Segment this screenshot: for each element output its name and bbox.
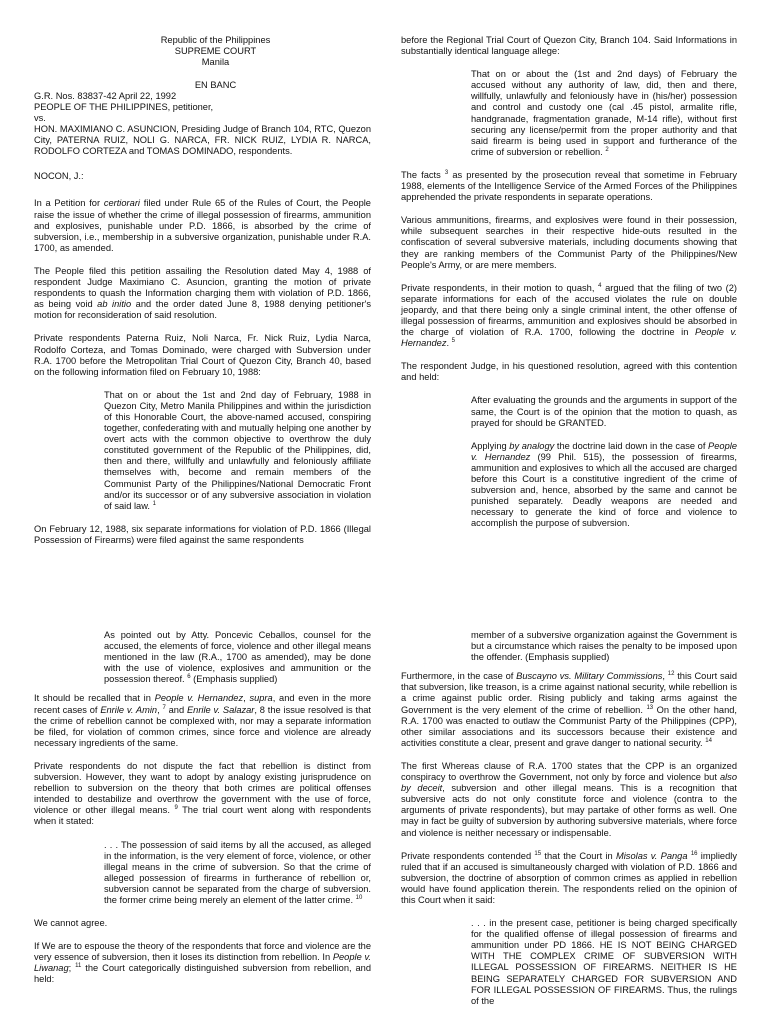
case-respondents: HON. MAXIMIANO C. ASUNCION, Presiding Judge of Branch 104, RTC, Quezon City, PATERNA RUIZ, NOLI G. NARCA, FR. NICK RUIZ, LYDIA R. NARCA, RODOLFO CORTEZA and TOMAS DOMINADO, respondents. — [34, 124, 371, 157]
paragraph: We cannot agree. — [34, 918, 108, 929]
footnote-ref: 3 — [444, 169, 449, 176]
case-petitioner: PEOPLE OF THE PHILIPPINES, petitioner, — [34, 101, 214, 112]
page-2 — [0, 618, 768, 1024]
header-city: Manila — [201, 57, 230, 68]
block-quote: That on or about the 1st and 2nd day of February, 1988 in Quezon City, Metro Manila Philippines and within the jurisdiction of this Honorable Court, the above-named accused, conspiring together, confederating with and mutually helping one another by overt acts with the common objective to overthrow the duly constituted government of the Republic of the Philippines, did, then and there, willfully and unlawfully and feloniously affiliate themselves with, become and remain members of the Communist Party of the Philippines/National Democratic Front and/or its successor or of any subversive association in violation of said law. $^1$ — [104, 389, 371, 511]
case-caption — [34, 91, 371, 158]
paragraph: Private respondents Paterna Ruiz, Noli Narca, Fr. Nick Ruiz, Lydia Narca, Rodolfo Corteza, and Tomas Dominado, were charged with Subversion under R.A. 1700 before the Metropolitan Trial Court of Quezon City, Branch 40, based on the following information filed on February 10, 1988: — [34, 333, 371, 377]
block-quote: member of a subversive organization against the Government is but a circumstance which raises the penalty to be imposed upon the offender. (Emphasis supplied) — [471, 630, 737, 663]
paragraph: It should be recalled that in People v. Hernandez, supra, and even in the more recent cases of Enrile v. Amin, $^7$ and Enrile v. Salazar, 8 the issue resolved is that the crime of rebellion cannot be complexed with, nor may a separate information be filed, for violation of common crimes, since force and violence are already necessary ingredients of the same. — [34, 693, 372, 748]
paragraph: The first Whereas clause of R.A. 1700 states that the CPP is an organized conspiracy to overthrow the Government, not only by force and violence but also by deceit, subversion and other illegal means. This is a recognition that subversive acts do not only constitute force and violence (contra to the arguments of private respondents), but may partake of other forms as well. One may in fact be guilty of subversion by authoring subversive materials, where force and violence is neither necessary or indispensable. — [401, 760, 737, 838]
paragraph: If We are to espouse the theory of the respondents that force and violence are the very essence of subversion, then it loses its distinction from rebellion. In People v. Liwanag; $^{11}$ the Court categorically distinguished subversion from rebellion, and held: — [34, 941, 372, 985]
footnote-ref: 15 — [534, 850, 542, 857]
court-header — [60, 35, 371, 91]
footnote-ref: 12 — [667, 671, 675, 678]
header-republic: Republic of the Philippines — [160, 35, 271, 45]
paragraph: In a Petition for certiorari filed under Rule 65 of the Rules of Court, the People raise the issue of whether the crime of illegal possession of firearms, ammunition and explosives, punishable under P.D. 1866, is absorbed by the crime of subversion, i.e., membership in a subversive organization, punishable under R.A. 1700, as amended. — [34, 198, 371, 253]
paragraph: The respondent Judge, in his questioned resolution, agreed with this contention and held: — [401, 361, 737, 383]
paragraph: Furthermore, in the case of Buscayno vs. Military Commissions, $^{12}$ this Court said that subversion, like treason, is a crime against national security, while rebellion is a crime against public order. Rising publicly and taking arms against the Government is the very element of the crime of rebellion. $^{13}$ On the other hand, R.A. 1700 was enacted to outlaw the Communist Party of the Philippines (CPP), other similar associations and its successors because their existence and activities constitute a clear, present and grave danger to national security. $^{14}$ — [401, 671, 738, 748]
paragraph: Private respondents contended $^{15}$ that the Court in Misolas v. Panga $^{16}$ impliedly ruled that if an accused is simultaneously charged with violation of P.D. 1866 and subversion, the doctrine of absorption of common crimes as applied in rebellion would have found application therein. The respondents relied on the opinion of this Court when it said: — [401, 850, 737, 905]
opinion-author: NOCON, J.: — [34, 171, 84, 182]
footnote-ref: 10 — [355, 894, 363, 901]
paragraph: Private respondents do not dispute the fact that rebellion is distinct from subversion. However, they want to adopt by analogy existing jurisprudence on rebellion to subversion on the theory that both crimes are political offenses intended to destabilize and overthrow the government with the use of force, violence or other illegal means. $^9$ The trial court went along with respondents when it stated: — [34, 760, 371, 827]
footnote-ref: 16 — [690, 850, 698, 857]
block-quote: Applying by analogy the doctrine laid down in the case of People v. Hernandez (99 Phil. 515), the possession of firearms, ammunition and explosives to which all the accused are charged before this Court is a constitutive ingredient of the crime of subversion and, hence, absorbed by the same and cannot be punished separately. Deadly weapons are needed and necessary to generate the kind of force and violence to accomplish the purpose of subversion. — [471, 440, 737, 529]
paragraph: before the Regional Trial Court of Quezon City, Branch 104. Said Informations in substantially identical language allege: — [401, 35, 737, 57]
page-2-right-column — [401, 630, 737, 1019]
paragraph: Various ammunitions, firearms, and explosives were found in their possession, while subsequent searches in their respective hide-outs resulted in the confiscation of several subversive materials, including documents showing that they are ranking members of the Communist Party of the Philippines/New People's Army, or are mere members. — [401, 215, 737, 270]
page-1-right-column — [401, 35, 737, 541]
case-vs: vs. — [34, 113, 46, 123]
footnote-ref: 2 — [605, 146, 609, 153]
footnote-ref: 5 — [451, 338, 456, 345]
header-banc: EN BANC — [194, 79, 237, 90]
block-quote: . . . in the present case, petitioner is being charged specifically for the qualified offense of illegal possession of firearms and ammunition under PD 1866. HE IS NOT BEING CHARGED WITH THE COMPLEX CRIME OF SUBVERSION WITH ILLEGAL POSSESSION OF FIREARMS. NEITHER IS HE BEING SEPARATELY CHARGED FOR SUBVERSION AND FOR ILLEGAL POSSESSION OF FIREARMS. Thus, the rulings of the — [471, 918, 737, 1006]
footnote-ref: 4 — [598, 282, 602, 289]
paragraph: Private respondents, in their motion to quash, $^4$ argued that the filing of two (2) separate informations for each of the accused violates the rule on double jeopardy, and that there being only a single criminal intent, the other offense of illegal possession of firearms, ammunition and explosives should be absorbed in the charge of violation of R.A. 1700, following the doctrine in People v. Hernandez. $^5$ — [401, 282, 738, 349]
block-quote: As pointed out by Atty. Poncevic Ceballos, counsel for the accused, the elements of force, violence and other illegal means mentioned in the law (R.A., 1700 as amended), may be done with the use of violence, explosives and ammunition or the possession thereof. $^6$ (Emphasis supplied) — [104, 630, 371, 685]
page-1-left-column — [34, 35, 371, 558]
paragraph: The facts $^3$ as presented by the prosecution reveal that sometime in February 1988, elements of the Intelligence Service of the Armed Forces of the Philippines apprehended the private respondents in separate operations. — [401, 169, 737, 203]
page-2-left-column — [34, 630, 371, 998]
paragraph: On February 12, 1988, six separate informations for violation of P.D. 1866 (Illegal Possession of Firearms) were filed against the same respondents — [34, 523, 371, 545]
footnote-ref: 7 — [162, 704, 166, 711]
footnote-ref: 6 — [187, 674, 191, 681]
paragraph: The People filed this petition assailing the Resolution dated May 4, 1988 of respondent Judge Maximiano C. Asuncion, granting the motion of private respondents to quash the Information charging them with violation of P.D. 1866, as being void ab initio and the order dated June 8, 1988 denying petitioner's motion for reconsideration of said resolution. — [34, 265, 372, 321]
footnote-ref: 14 — [705, 737, 712, 744]
footnote-ref: 11 — [75, 963, 82, 970]
footnote-ref: 1 — [152, 500, 156, 507]
block-quote: After evaluating the grounds and the arguments in support of the same, the Court is of the opinion that the motion to quash, as prayed for should be GRANTED. — [471, 395, 737, 428]
block-quote: . . . The possession of said items by all the accused, as alleged in the information, is the very element of force, violence, or other illegal means in the crime of subversion. So that the crime of alleged possession of firearms in furtherance of rebellion or, subversion cannot be separated from the charge of subversion. the former crime being merely an element of the latter crime. $^{10}$ — [104, 839, 371, 905]
footnote-ref: 9 — [174, 805, 178, 812]
block-quote: That on or about the (1st and 2nd days) of February the accused without any authority of law, did, then and there, willfully, unlawfully and feloniously have in (his/her) possession and control and custody one (cal .45 pistol, armalite rifle, handgranade, fragmentation granade, M-14 rifle), without first securing any license/permit from the proper authority and that said firearm is being used in support and furtherance of the crime of subversion or rebellion. $^2$ — [471, 69, 737, 157]
header-court: SUPREME COURT — [174, 46, 257, 57]
footnote-ref: 13 — [646, 704, 654, 711]
case-number: G.R. Nos. 83837-42 April 22, 1992 — [34, 90, 177, 101]
